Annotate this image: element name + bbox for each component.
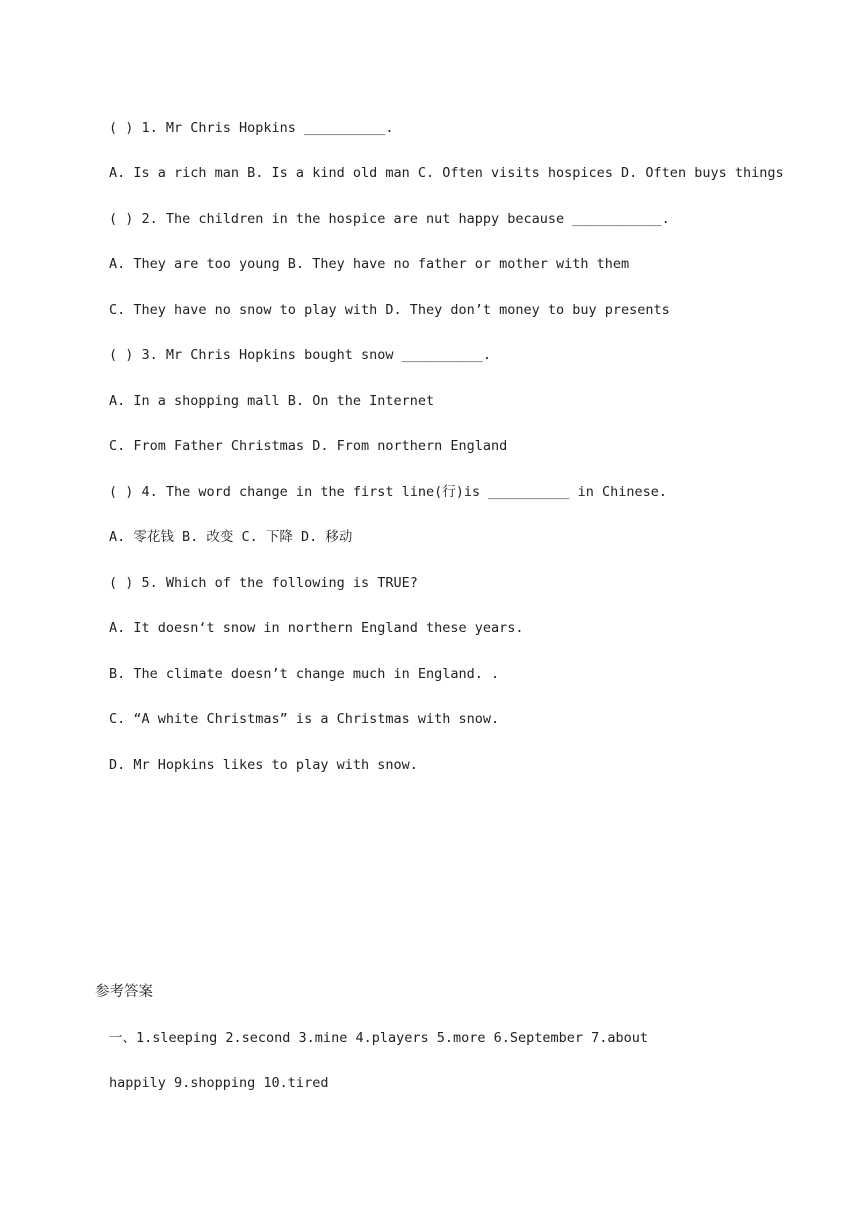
question-3-options-cd: C. From Father Christmas D. From northern England [109,438,508,454]
answer-key-line-2: happily 9.shopping 10.tired [109,1075,329,1091]
answer-key-line-1: 一、1.sleeping 2.second 3.mine 4.players 5.more 6.September 7.about [109,1030,649,1046]
question-3-stem: ( ) 3. Mr Chris Hopkins bought snow __________. [109,347,492,363]
question-5-option-d: D. Mr Hopkins likes to play with snow. [109,757,418,773]
question-2-stem: ( ) 2. The children in the hospice are nut happy because ___________. [109,211,670,227]
question-5-option-a: A. It doesn‘t snow in northern England these years. [109,620,524,636]
question-5-stem: ( ) 5. Which of the following is TRUE? [109,575,418,591]
question-4-options: A. 零花钱 B. 改变 C. 下降 D. 移动 [109,529,353,545]
question-5-option-b: B. The climate doesn’t change much in England. . [109,666,500,682]
question-1-stem: ( ) 1. Mr Chris Hopkins __________. [109,120,394,136]
question-2-options-ab: A. They are too young B. They have no father or mother with them [109,256,630,272]
question-1-options: A. Is a rich man B. Is a kind old man C. Often visits hospices D. Often buys things [109,165,784,181]
question-2-options-cd: C. They have no snow to play with D. They don’t money to buy presents [109,302,670,318]
question-3-options-ab: A. In a shopping mall B. On the Internet [109,393,435,409]
question-4-stem: ( ) 4. The word change in the first line(行)is __________ in Chinese. [109,484,668,500]
answer-key-title: 参考答案 [95,984,153,1000]
question-5-option-c: C. “A white Christmas” is a Christmas with snow. [109,711,500,727]
